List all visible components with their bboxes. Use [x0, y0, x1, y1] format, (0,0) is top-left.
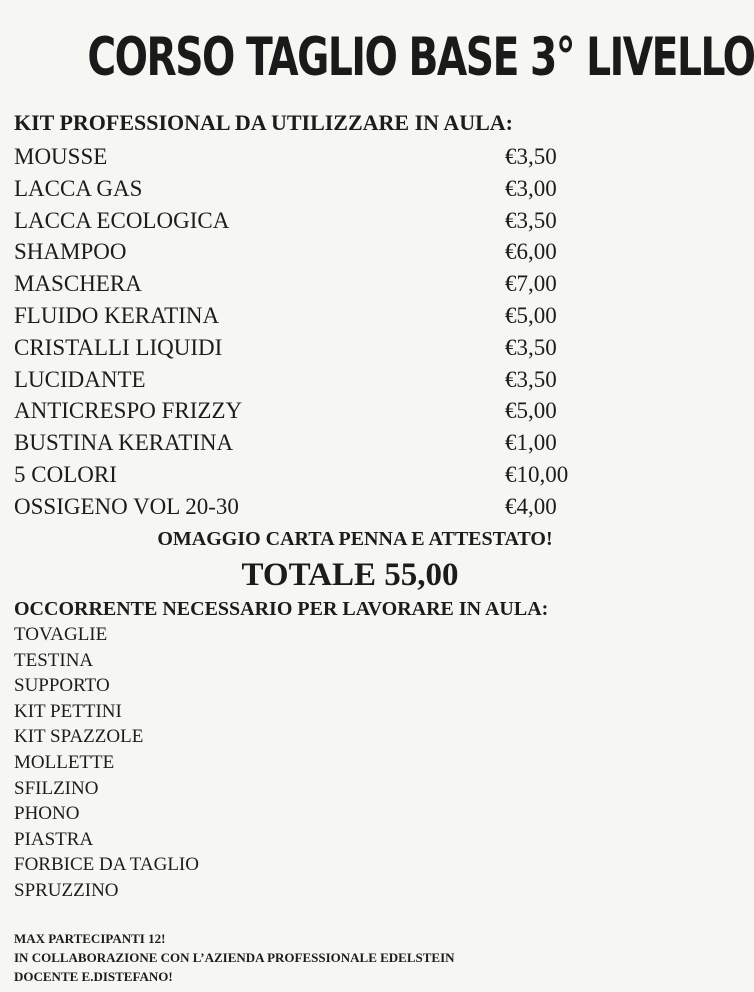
kit-item-name: BUSTINA KERATINA — [14, 430, 234, 456]
max-participants-note: MAX PARTECIPANTI 12! — [14, 931, 166, 946]
kit-item-name: LUCIDANTE — [14, 366, 146, 392]
kit-item — [14, 491, 654, 523]
kit-item — [14, 364, 654, 396]
kit-item-name: MASCHERA — [14, 271, 142, 297]
kit-item-price: €3,50 — [505, 207, 557, 233]
kit-item-name: CRISTALLI LIQUIDI — [14, 334, 223, 360]
kit-item-name: FLUIDO KERATINA — [14, 302, 220, 328]
kit-item-price: €10,00 — [505, 461, 569, 487]
kit-item-name: LACCA ECOLOGICA — [14, 207, 230, 233]
kit-item-price: €3,00 — [505, 175, 557, 201]
kit-heading: KIT PROFESSIONAL DA UTILIZZARE IN AULA: — [14, 110, 513, 135]
kit-item — [14, 205, 654, 237]
kit-item — [14, 236, 654, 268]
kit-price-list — [14, 141, 654, 523]
kit-item — [14, 332, 654, 364]
kit-item — [14, 141, 654, 173]
kit-item-price: €7,00 — [505, 271, 557, 297]
gift-notice: OMAGGIO CARTA PENNA E ATTESTATO! — [157, 528, 553, 550]
kit-item-price: €6,00 — [505, 239, 557, 265]
kit-item-price: €5,00 — [505, 302, 557, 328]
kit-item-name: ANTICRESPO FRIZZY — [14, 398, 243, 424]
collaboration-note: IN COLLABORAZIONE CON L’AZIENDA PROFESSIONALE EDELSTEIN — [14, 950, 455, 965]
kit-item-price: €3,50 — [505, 144, 557, 169]
kit-item — [14, 173, 654, 205]
kit-item-price: €1,00 — [505, 430, 557, 456]
kit-item-price: €4,00 — [505, 493, 557, 519]
needed-item: TESTINA — [14, 649, 94, 671]
needed-item: MOLLETTE — [14, 751, 115, 773]
page-title: CORSO TAGLIO BASE 3° LIVELLO — [87, 27, 754, 88]
kit-item-name: LACCA GAS — [14, 175, 143, 201]
kit-item — [14, 427, 654, 459]
kit-item — [14, 300, 654, 332]
total-price: TOTALE 55,00 — [241, 557, 459, 593]
kit-item-price: €5,00 — [505, 398, 557, 424]
kit-item-price: €3,50 — [505, 366, 557, 392]
needed-item: PIASTRA — [14, 828, 94, 850]
kit-item-name: SHAMPOO — [14, 239, 127, 265]
needed-item: SFILZINO — [14, 777, 99, 799]
footer-notes — [14, 929, 455, 986]
kit-item-name: MOUSSE — [14, 144, 108, 169]
teacher-note: DOCENTE E.DISTEFANO! — [14, 969, 173, 984]
kit-item — [14, 395, 654, 427]
kit-item-name: OSSIGENO VOL 20-30 — [14, 493, 239, 519]
kit-item — [14, 459, 654, 491]
needed-item: PHONO — [14, 803, 80, 825]
needed-item: KIT PETTINI — [14, 700, 122, 722]
needed-item: SPRUZZINO — [14, 879, 119, 901]
needed-item: FORBICE DA TAGLIO — [14, 854, 199, 876]
needed-item: KIT SPAZZOLE — [14, 726, 144, 748]
kit-item-name: 5 COLORI — [14, 461, 117, 487]
needed-heading: OCCORRENTE NECESSARIO PER LAVORARE IN AULA: — [14, 598, 549, 620]
needed-item: TOVAGLIE — [14, 624, 108, 645]
needed-item: SUPPORTO — [14, 675, 110, 697]
kit-item-price: €3,50 — [505, 334, 557, 360]
kit-item — [14, 268, 654, 300]
needed-list — [14, 622, 199, 904]
